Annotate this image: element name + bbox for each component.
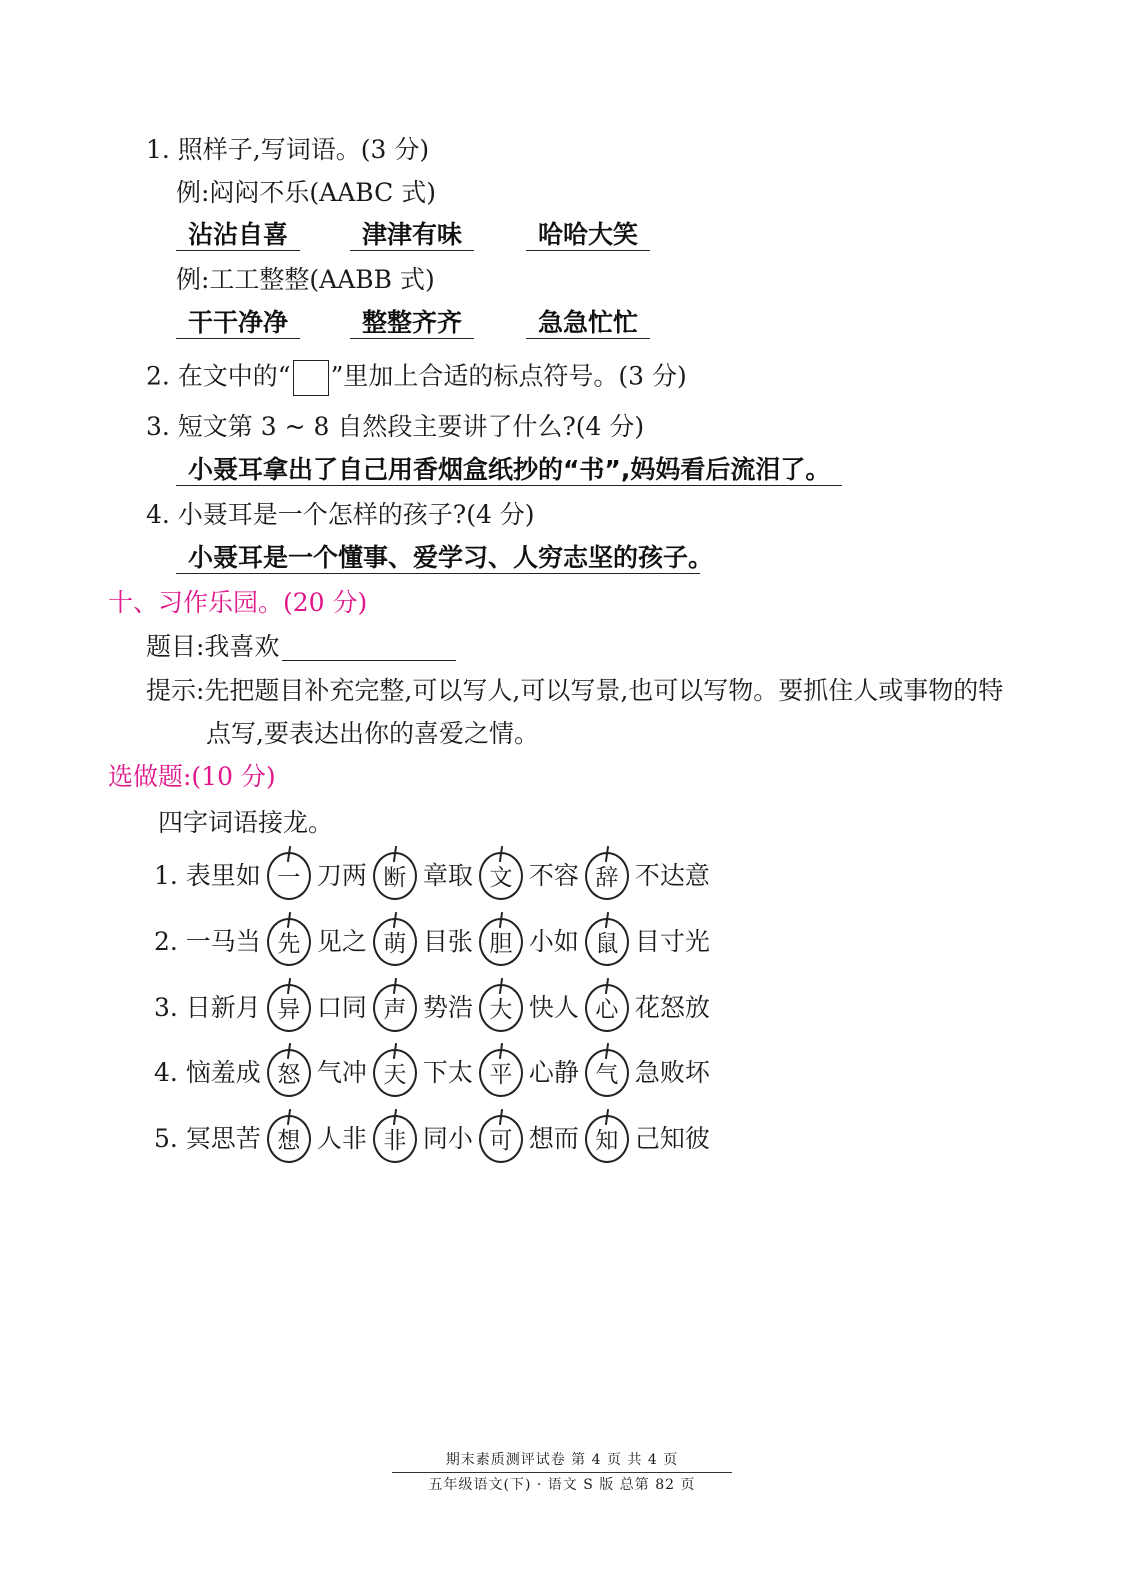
circle-answer-char: 平 bbox=[489, 1062, 513, 1088]
answer-circle bbox=[479, 852, 523, 900]
answer-underline bbox=[176, 573, 700, 574]
circle-stem bbox=[605, 912, 609, 928]
answer-underline bbox=[176, 250, 300, 251]
answer-circle bbox=[585, 852, 629, 900]
chain-segment: 5. 冥思苦 bbox=[154, 1124, 261, 1153]
answer-underline bbox=[526, 250, 650, 251]
answer-circle bbox=[267, 918, 311, 966]
chain-row-2 bbox=[150, 914, 714, 970]
footer-line-1: 期末素质测评试卷 第 4 页 共 4 页 bbox=[445, 1452, 679, 1468]
chain-segment: 见之 bbox=[316, 927, 367, 956]
circle-answer-char: 气 bbox=[595, 1062, 619, 1088]
q2-text-before: 2. 在文中的“ bbox=[146, 361, 291, 391]
circle-answer-char: 声 bbox=[383, 997, 407, 1023]
chain-segment: 不容 bbox=[528, 861, 579, 890]
circle-stem bbox=[499, 846, 503, 862]
answer-circle bbox=[585, 984, 629, 1032]
answer-circle bbox=[479, 918, 523, 966]
answer-underline bbox=[526, 338, 650, 339]
chain-segment: 心静 bbox=[528, 1058, 579, 1087]
circle-stem bbox=[499, 1109, 503, 1125]
q3-answer: 小聂耳拿出了自己用香烟盒纸抄的“书”,妈妈看后流泪了。 bbox=[188, 455, 831, 484]
chain-segment: 想而 bbox=[528, 1124, 579, 1153]
circle-stem bbox=[287, 1043, 291, 1059]
q4-answer: 小聂耳是一个懂事、爱学习、人穷志坚的孩子。 bbox=[188, 543, 714, 572]
title-blank-line bbox=[282, 660, 456, 661]
circle-answer-char: 断 bbox=[383, 865, 407, 891]
circle-answer-char: 辞 bbox=[595, 865, 619, 891]
circle-stem bbox=[393, 1109, 397, 1125]
chain-segment: 气冲 bbox=[316, 1058, 367, 1087]
answer-circle bbox=[479, 984, 523, 1032]
answer-underline bbox=[350, 338, 474, 339]
circle-answer-char: 知 bbox=[595, 1128, 619, 1154]
circle-stem bbox=[393, 846, 397, 862]
chain-segment: 势浩 bbox=[422, 993, 473, 1022]
circle-answer-char: 天 bbox=[383, 1062, 407, 1088]
circle-answer-char: 怒 bbox=[277, 1062, 301, 1088]
chain-segment: 花怒放 bbox=[634, 993, 710, 1022]
chain-segment: 下太 bbox=[422, 1058, 473, 1087]
chain-segment: 目张 bbox=[422, 927, 473, 956]
q4-prompt: 4. 小聂耳是一个怎样的孩子?(4 分) bbox=[146, 500, 535, 529]
footer-divider bbox=[392, 1472, 732, 1473]
answer-underline bbox=[350, 250, 474, 251]
chain-segment: 人非 bbox=[316, 1124, 367, 1153]
circle-answer-char: 鼠 bbox=[595, 931, 619, 957]
chain-segment: 同小 bbox=[422, 1124, 473, 1153]
chain-segment: 小如 bbox=[528, 927, 579, 956]
answer-circle bbox=[267, 984, 311, 1032]
q2-prompt bbox=[146, 360, 687, 396]
q1-answer-1-3: 哈哈大笑 bbox=[537, 220, 638, 249]
circle-stem bbox=[605, 1109, 609, 1125]
answer-circle bbox=[585, 1049, 629, 1097]
section-10-heading: 十、习作乐园。(20 分) bbox=[108, 588, 368, 617]
chain-segment: 口同 bbox=[316, 993, 367, 1022]
answer-circle bbox=[267, 852, 311, 900]
circle-answer-char: 胆 bbox=[489, 931, 513, 957]
chain-segment: 急败坏 bbox=[634, 1058, 710, 1087]
circle-answer-char: 萌 bbox=[383, 931, 407, 957]
answer-circle bbox=[479, 1049, 523, 1097]
circle-stem bbox=[605, 1043, 609, 1059]
optional-heading: 选做题:(10 分) bbox=[108, 762, 276, 791]
answer-circle bbox=[373, 918, 417, 966]
circle-stem bbox=[287, 1109, 291, 1125]
punctuation-box bbox=[293, 360, 329, 396]
q1-answer-2-2: 整整齐齐 bbox=[361, 308, 462, 337]
answer-underline bbox=[176, 338, 300, 339]
chain-segment: 目寸光 bbox=[634, 927, 710, 956]
hint-line-1: 提示:先把题目补充完整,可以写人,可以写景,也可以写物。要抓住人或事物的特 bbox=[146, 676, 1004, 705]
circle-stem bbox=[287, 846, 291, 862]
q2-text-after: ”里加上合适的标点符号。(3 分) bbox=[330, 361, 687, 391]
circle-answer-char: 心 bbox=[595, 997, 619, 1023]
circle-stem bbox=[393, 978, 397, 994]
chain-segment: 2. 一马当 bbox=[154, 927, 261, 956]
chain-row-4 bbox=[150, 1045, 714, 1101]
answer-circle bbox=[267, 1115, 311, 1163]
answer-circle bbox=[479, 1115, 523, 1163]
circle-stem bbox=[393, 1043, 397, 1059]
footer-line-2: 五年级语文(下) · 语文 S 版 总第 82 页 bbox=[428, 1477, 696, 1493]
circle-answer-char: 可 bbox=[489, 1128, 513, 1154]
circle-answer-char: 异 bbox=[277, 997, 301, 1023]
circle-answer-char: 先 bbox=[277, 931, 301, 957]
q1-example-1: 例:闷闷不乐(AABC 式) bbox=[176, 178, 436, 207]
chain-row-3 bbox=[150, 980, 714, 1036]
circle-answer-char: 想 bbox=[277, 1128, 301, 1154]
chain-segment: 章取 bbox=[422, 861, 473, 890]
q1-prompt: 1. 照样子,写词语。(3 分) bbox=[146, 135, 430, 164]
circle-stem bbox=[499, 912, 503, 928]
optional-instruction: 四字词语接龙。 bbox=[158, 808, 334, 837]
chain-segment: 己知彼 bbox=[634, 1124, 710, 1153]
circle-stem bbox=[287, 978, 291, 994]
q3-prompt: 3. 短文第 3 ~ 8 自然段主要讲了什么?(4 分) bbox=[146, 412, 645, 441]
circle-stem bbox=[499, 978, 503, 994]
chain-row-5 bbox=[150, 1111, 714, 1167]
answer-circle bbox=[373, 852, 417, 900]
circle-stem bbox=[393, 912, 397, 928]
chain-segment: 3. 日新月 bbox=[154, 993, 261, 1022]
circle-answer-char: 大 bbox=[489, 997, 513, 1023]
circle-answer-char: 一 bbox=[277, 865, 301, 891]
circle-stem bbox=[287, 912, 291, 928]
circle-answer-char: 非 bbox=[383, 1128, 407, 1154]
answer-circle bbox=[373, 1049, 417, 1097]
circle-answer-char: 文 bbox=[489, 865, 513, 891]
q1-answer-1-1: 沾沾自喜 bbox=[187, 220, 288, 249]
answer-circle bbox=[585, 918, 629, 966]
chain-row-1 bbox=[150, 848, 714, 904]
answer-circle bbox=[585, 1115, 629, 1163]
answer-underline bbox=[176, 485, 842, 486]
hint-line-2: 点写,要表达出你的喜爱之情。 bbox=[206, 719, 539, 748]
answer-circle bbox=[267, 1049, 311, 1097]
chain-segment: 4. 恼羞成 bbox=[154, 1058, 261, 1087]
composition-title-label: 题目:我喜欢 bbox=[146, 632, 280, 661]
circle-stem bbox=[605, 846, 609, 862]
q1-example-2: 例:工工整整(AABB 式) bbox=[176, 265, 435, 294]
answer-circle bbox=[373, 984, 417, 1032]
chain-segment: 不达意 bbox=[634, 861, 710, 890]
q1-answer-1-2: 津津有味 bbox=[361, 220, 462, 249]
q1-answer-2-3: 急急忙忙 bbox=[537, 308, 638, 337]
answer-circle bbox=[373, 1115, 417, 1163]
chain-segment: 快人 bbox=[528, 993, 579, 1022]
circle-stem bbox=[605, 978, 609, 994]
chain-segment: 刀两 bbox=[316, 861, 367, 890]
chain-segment: 1. 表里如 bbox=[154, 861, 261, 890]
q1-answer-2-1: 干干净净 bbox=[187, 308, 288, 337]
circle-stem bbox=[499, 1043, 503, 1059]
